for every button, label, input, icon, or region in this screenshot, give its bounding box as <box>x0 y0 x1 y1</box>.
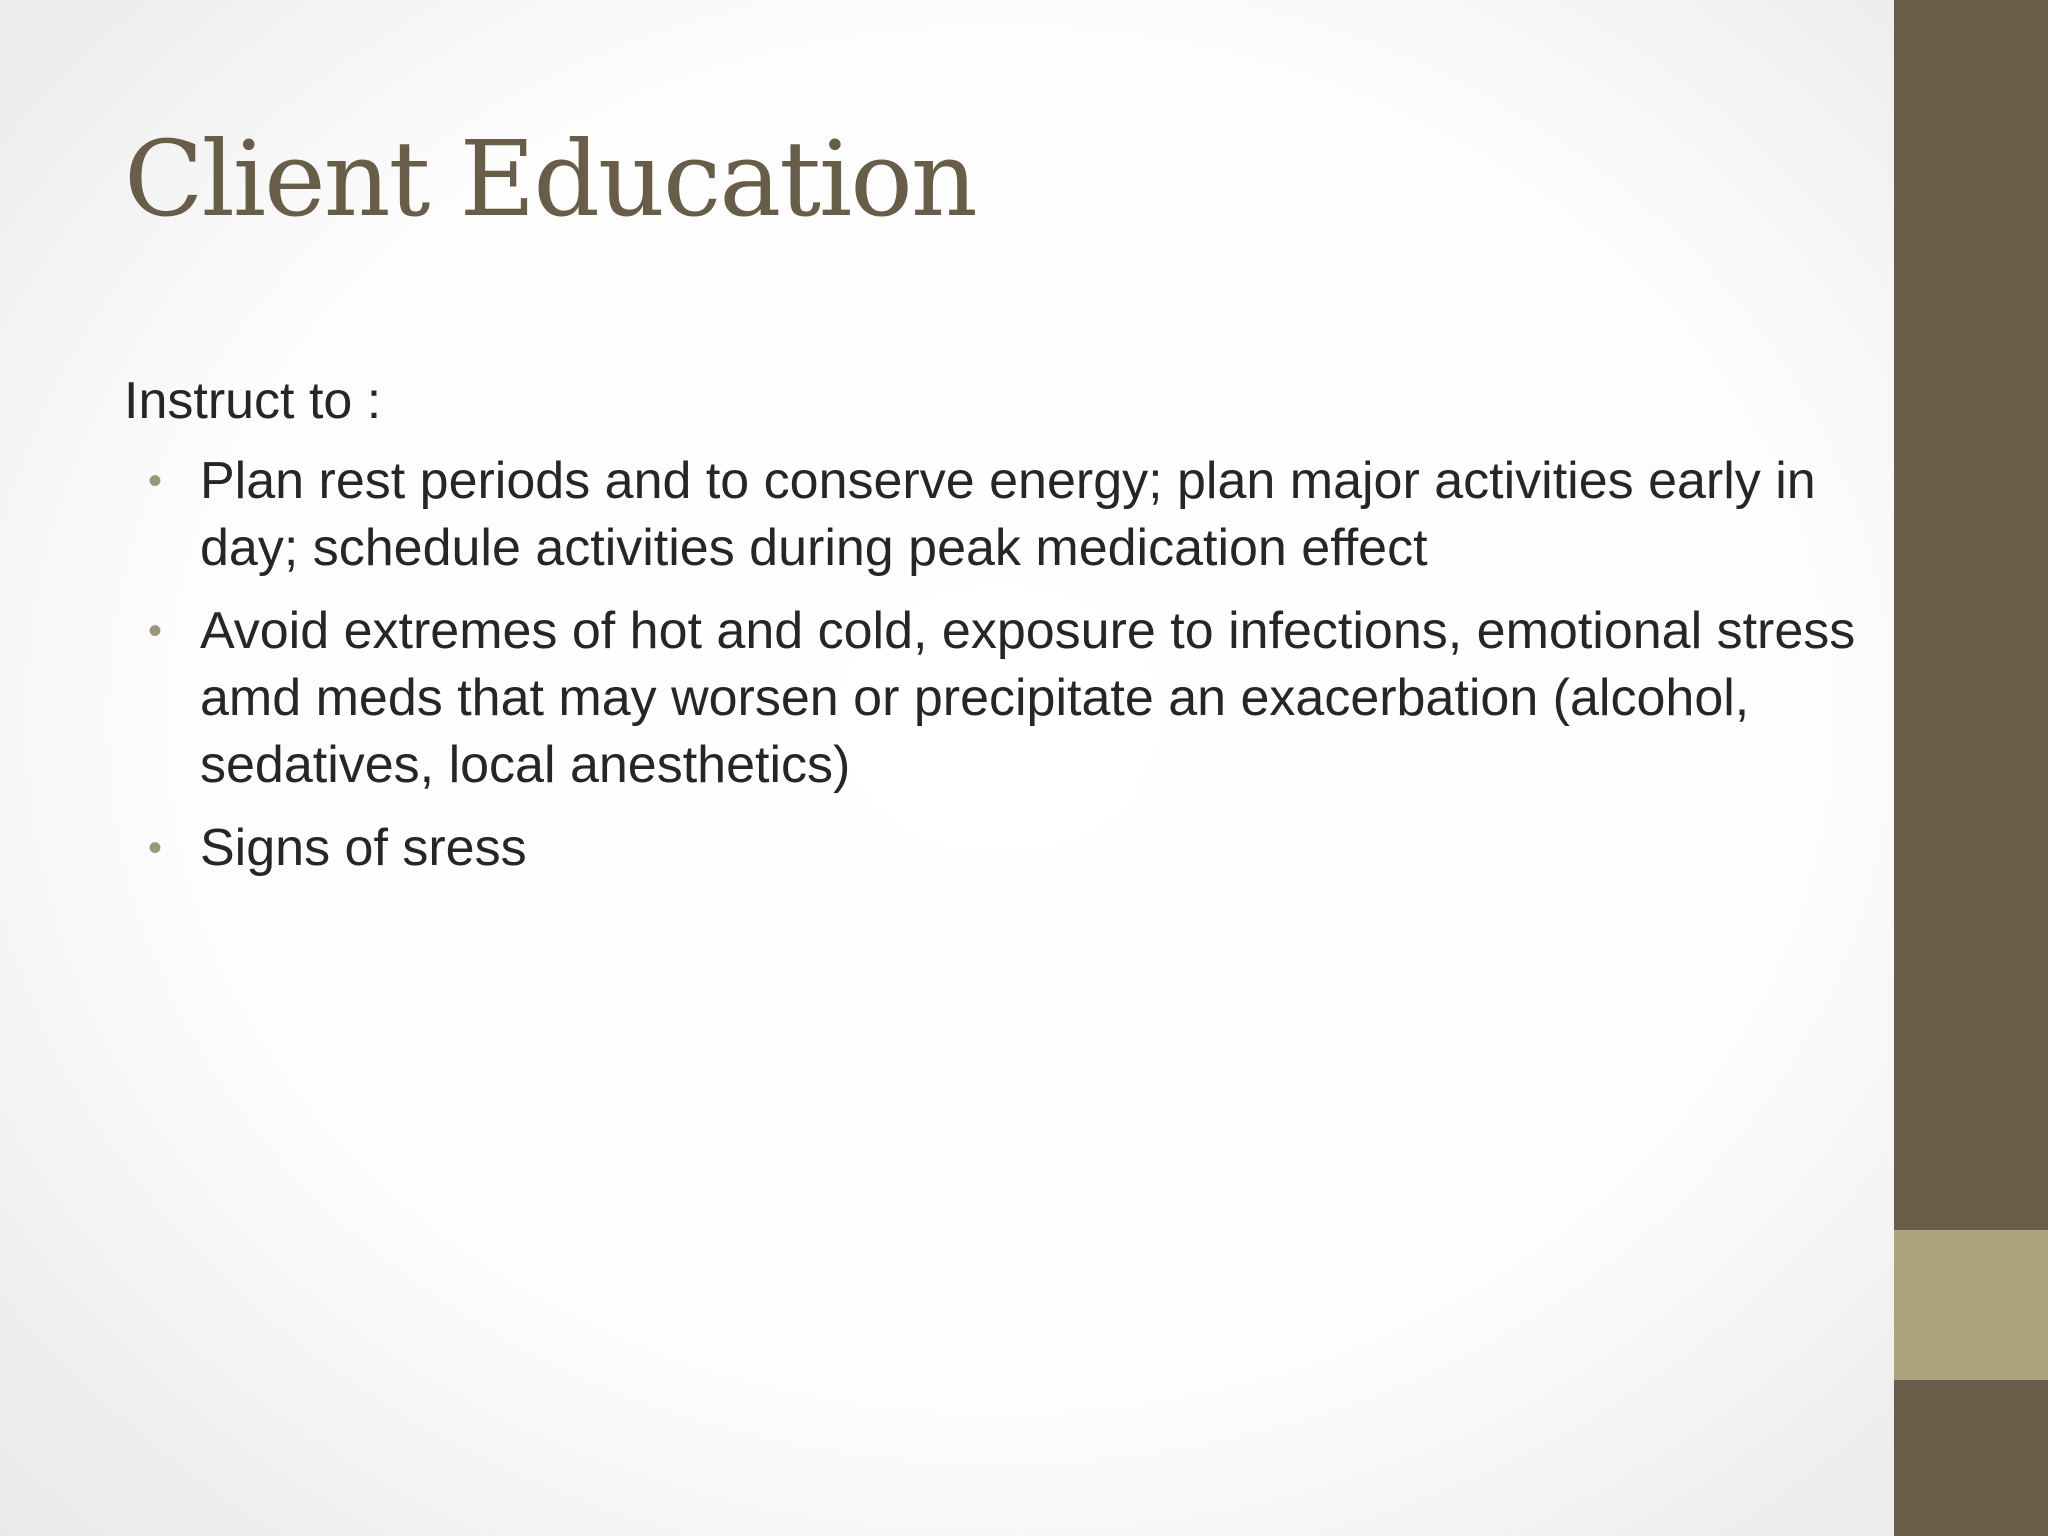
slide-content <box>124 366 1864 898</box>
bullet-text: Plan rest periods and to conserve energy; plan major activities early in day; schedule activities during peak medication effect <box>200 452 1816 577</box>
bullet-text: Signs of sress <box>200 819 527 877</box>
bullet-icon: • <box>148 609 163 653</box>
intro-text: Instruct to : <box>124 372 382 430</box>
list-item <box>124 815 1864 882</box>
bullet-text: Avoid extremes of hot and cold, exposure to infections, emotional stress amd meds that may worsen or precipitate an exacerbation (alcohol, sedatives, local anesthetics) <box>200 602 1856 794</box>
list-item <box>124 448 1864 582</box>
bullet-list <box>124 448 1864 882</box>
bullet-icon: • <box>148 826 163 870</box>
bullet-icon: • <box>148 459 163 503</box>
side-bar-accent <box>1894 1230 2048 1380</box>
slide-title: Client Education <box>124 118 976 240</box>
list-item <box>124 598 1864 799</box>
